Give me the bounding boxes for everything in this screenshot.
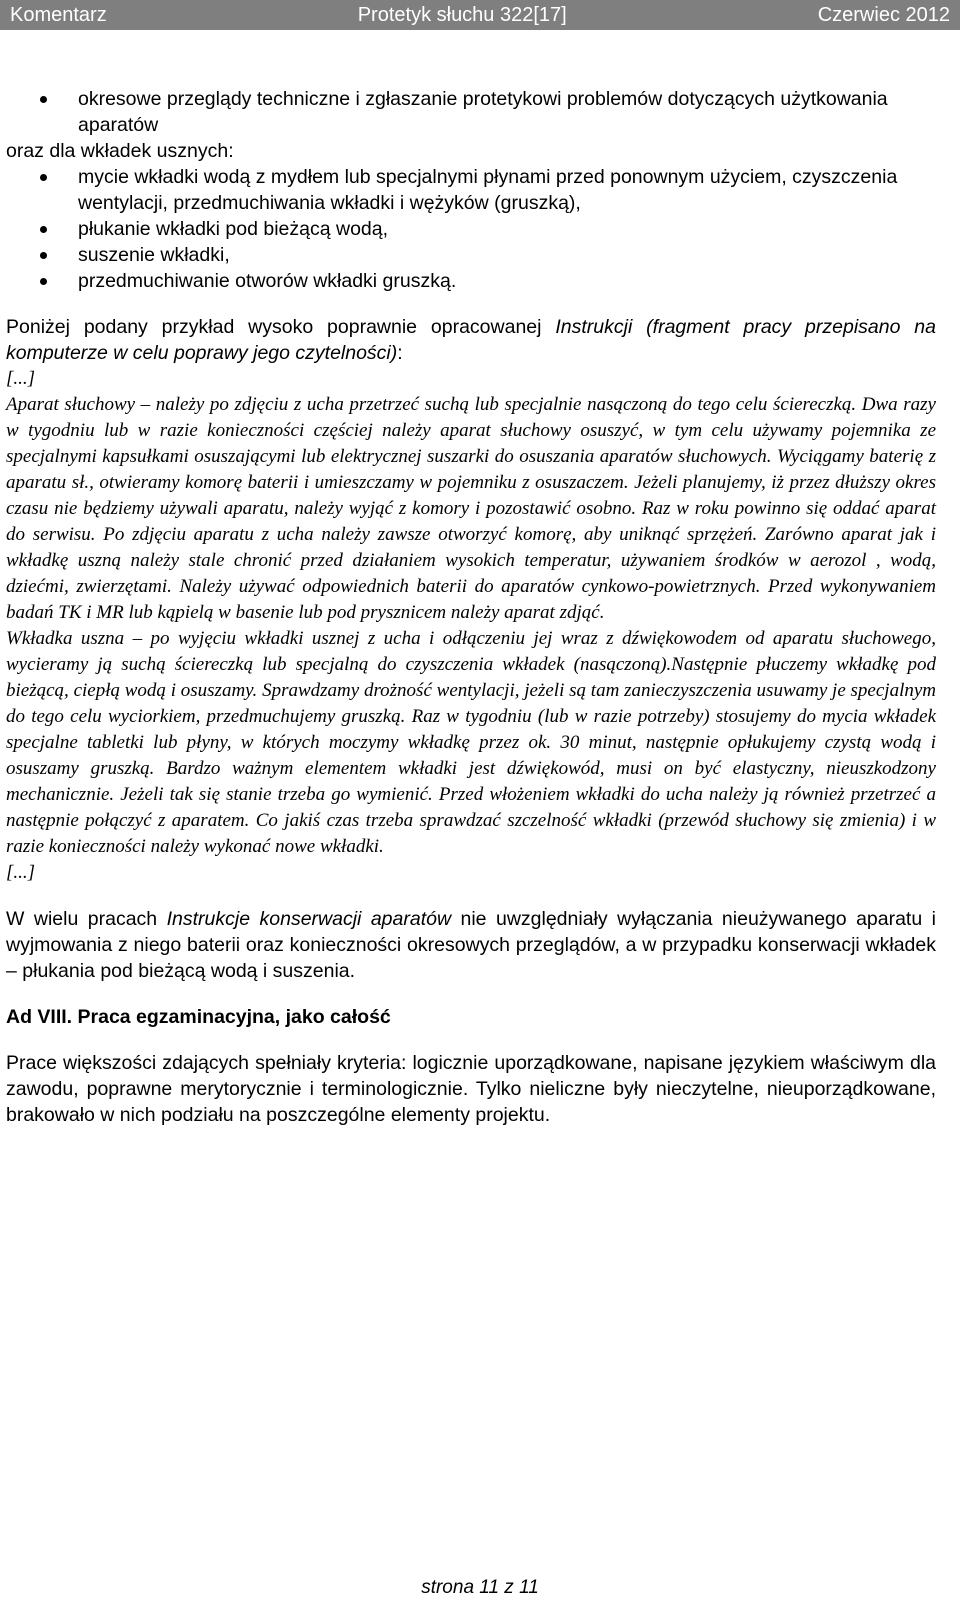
page-content	[6, 86, 936, 1128]
bullet-icon	[40, 252, 47, 259]
list-item-text: suszenie wkładki,	[78, 244, 230, 266]
summary-text: W wielu pracach	[6, 908, 167, 930]
header-left: Komentarz	[10, 3, 107, 26]
list-item	[6, 86, 936, 138]
quote-paragraph-earmold: Wkładka uszna – po wyjęciu wkładki usznej z ucha i odłączeniu jej wraz z dźwiękowodem od aparatu słuchowego, wycieramy ją suchą ściereczką lub specjalną do czyszczenia wkładek (nasączoną).Następnie płuczemy wkładkę pod bieżącą, ciepłą wodą i osuszamy. Sprawdzamy drożność wentylacji, jeżeli są tam zanieczyszczenia usuwamy je specjalnym do tego celu wyciorkiem, przedmuchujemy gruszką. Raz w tygodniu (lub w razie potrzeby) stosujemy do mycia wkładek specjalne tabletki lub płyny, w których moczymy wkładkę przez ok. 30 minut, następnie opłukujemy czystą wodą i osuszamy gruszką. Bardzo ważnym elementem wkładki jest dźwiękowód, musi on być elastyczny, nieuszkodzony mechanicznie. Jeżeli tak się stanie trzeba go wymienić. Przed włożeniem wkładki do ucha należy ją również przetrzeć a następnie połączyć z aparatem. Co jakiś czas trzeba sprawdzać szczelność wkładki (przewód słuchowy się zmienia) i w razie konieczności należy wykonać nowe wkładki.	[6, 628, 936, 857]
intro-earmolds: oraz dla wkładek usznych:	[6, 140, 234, 162]
header-center: Protetyk słuchu 322[17]	[357, 3, 567, 26]
example-intro-end: :	[397, 342, 403, 364]
list-item	[6, 216, 936, 242]
header-right: Czerwiec 2012	[817, 3, 950, 26]
quote-paragraph-hearing-aid: Aparat słuchowy – należy po zdjęciu z ucha przetrzeć suchą lub specjalnie nasączoną do tego celu ściereczką. Dwa razy w tygodniu lub w razie konieczności częściej należy aparat słuchowy osuszyć, w tym celu używamy pojemnika ze specjalnymi kapsułkami osuszającymi lub elektrycznej suszarki do osuszania aparatów słuchowych. Wyciągamy baterię z aparatu sł., otwieramy komorę baterii i umieszczamy w pojemniku z osuszaczem. Jeżeli planujemy, iż przez dłuższy okres czasu nie będziemy używali aparatu, należy wyjąć z komory i pozostawić osobno. Raz w roku powinno się oddać aparat do serwisu. Po zdjęciu aparatu z ucha należy zawsze otworzyć komorę, aby uniknąć sprzężeń. Zarówno aparat jak i wkładkę uszną należy stale chronić przed działaniem wysokich temperatur, używaniem środków w aerozol , wodą, dziećmi, zwierzętami. Należy używać odpowiednich baterii do aparatów cynkowo-powietrznych. Przed wykonywaniem badań TK i MR lub kąpielą w basenie lub pod prysznicem należy aparat zdjąć.	[6, 394, 936, 623]
bullet-icon	[40, 96, 47, 103]
quote-close: [...]	[6, 862, 36, 883]
list-item-text: okresowe przeglądy techniczne i zgłaszanie protetykowi problemów dotyczących użytkowania aparatów	[78, 88, 888, 136]
summary-text-end: nie uwzględniały wyłączania nieużywanego aparatu i wyjmowania z niego baterii oraz konieczności okresowych przeglądów, a w przypadku konserwacji wkładek – płukania pod bieżącą wodą i suszenia.	[6, 908, 936, 982]
list-item-text: przedmuchiwanie otworów wkładki gruszką.	[78, 270, 457, 292]
summary-paragraph	[6, 906, 936, 984]
section-heading: Ad VIII. Praca egzaminacyjna, jako całość	[6, 1006, 391, 1028]
quote-open: [...]	[6, 368, 36, 389]
bullet-icon	[40, 278, 47, 285]
list-item	[6, 242, 936, 268]
bullet-list-earmolds	[6, 164, 936, 294]
final-paragraph: Prace większości zdających spełniały kryteria: logicznie uporządkowane, napisane językiem właściwym dla zawodu, poprawne merytorycznie i terminologicznie. Tylko nieliczne były nieczytelne, nieuporządkowane, brakowało w nich podziału na poszczególne elementy projektu.	[6, 1052, 936, 1126]
list-item	[6, 164, 936, 216]
bullet-icon	[40, 174, 47, 181]
example-intro	[6, 314, 936, 366]
example-intro-italic: Instrukcji (fragment pracy przepisano na komputerze w celu poprawy jego czytelności)	[6, 316, 936, 364]
page-header	[0, 0, 960, 30]
list-item	[6, 268, 936, 294]
bullet-icon	[40, 226, 47, 233]
page-footer: strona 11 z 11	[421, 1577, 539, 1598]
example-intro-text: Poniżej podany przykład wysoko poprawnie opracowanej	[6, 316, 556, 338]
list-item-text: mycie wkładki wodą z mydłem lub specjalnymi płynami przed ponownym użyciem, czyszczenia wentylacji, przedmuchiwania wkładki i wężyków (gruszką),	[78, 166, 898, 214]
summary-italic: Instrukcje konserwacji aparatów	[166, 908, 452, 930]
list-item-text: płukanie wkładki pod bieżącą wodą,	[78, 218, 389, 240]
bullet-list-devices	[6, 86, 936, 138]
